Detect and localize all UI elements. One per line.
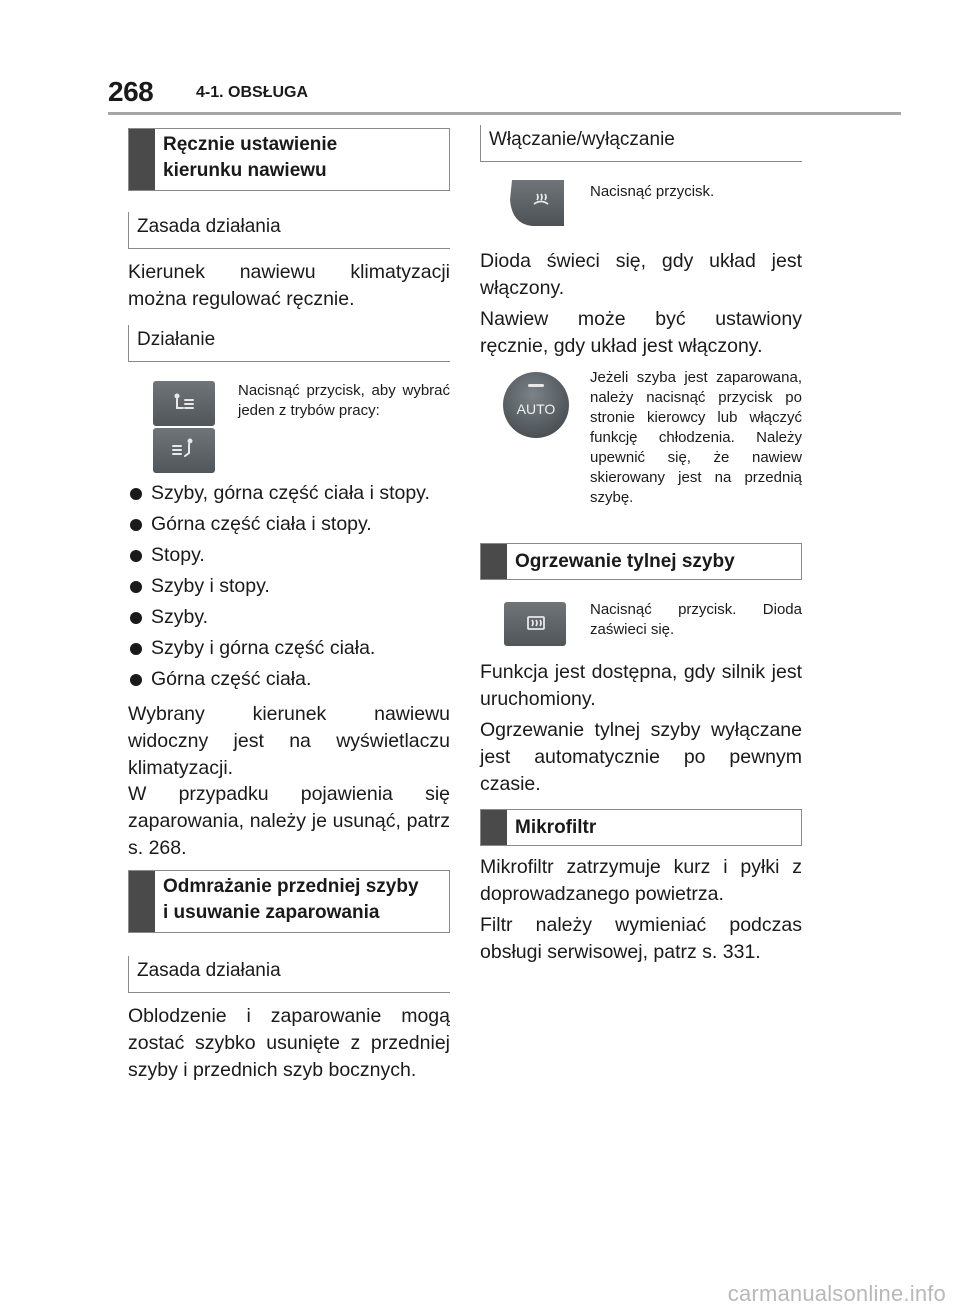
watermark: carmanualsonline.info <box>727 1281 946 1306</box>
list-item: Szyby i stopy. <box>128 571 458 602</box>
paragraph-principle: Kierunek nawiewu klimatyzacji można regulować ręcznie. <box>128 261 450 310</box>
heading-text: Mikrofiltr <box>515 816 597 838</box>
note-press-button: Nacisnąć przycisk. <box>590 183 715 200</box>
auto-label: AUTO <box>516 401 556 417</box>
front-defrost-icon <box>504 180 564 226</box>
airflow-lower-icon <box>153 428 215 473</box>
heading-bar <box>481 810 507 845</box>
section-title: 4-1. OBSŁUGA <box>196 84 309 101</box>
list-item: Górna część ciała. <box>128 664 458 695</box>
list-item: Szyby. <box>128 602 458 633</box>
heading-line-2: kierunku nawiewu <box>163 159 327 181</box>
header-rule <box>108 112 901 115</box>
heading-bar <box>481 544 507 579</box>
paragraph-display: Wybrany kierunek nawiewu widoczny jest na wyświetlaczu klimatyzacji. <box>128 703 450 779</box>
heading-rear-window-heating <box>480 543 802 580</box>
heading-bar <box>129 871 155 932</box>
heading-defrost <box>128 870 450 933</box>
defrost-button-image <box>504 180 564 226</box>
paragraph-fogging: W przypadku pojawienia się zaparowania, należy je usunąć, patrz s. 268. <box>128 783 450 859</box>
list-item: Stopy. <box>128 540 458 571</box>
heading-manual-airflow <box>128 128 450 191</box>
heading-line-1: Odmrażanie przedniej szyby <box>163 875 419 897</box>
bullet-icon <box>130 519 142 531</box>
subheading-principle-2: Zasada działania <box>128 956 450 993</box>
heading-microfilter <box>480 809 802 846</box>
heading-line-2: i usuwanie zaparowania <box>163 901 380 923</box>
subheading-operation: Działanie <box>128 325 450 362</box>
bullet-icon <box>130 612 142 624</box>
paragraph-microfilter: Mikrofiltr zatrzymuje kurz i pyłki z doprowadzanego powietrza. <box>480 856 802 905</box>
heading-line-1: Ręcznie ustawienie <box>163 133 338 155</box>
heading-bar <box>129 129 155 190</box>
airflow-upper-icon <box>153 381 215 426</box>
paragraph-defrost: Oblodzenie i zaparowanie mogą zostać szybko usunięte z przedniej szyby i przednich szyb bocznych. <box>128 1005 450 1081</box>
subheading-principle: Zasada działania <box>128 212 450 249</box>
bullet-icon <box>130 488 142 500</box>
note-rear-heating: Nacisnąć przycisk. Dioda zaświeci się. <box>590 601 802 638</box>
rear-defrost-button-image <box>504 602 566 646</box>
heading-text: Ogrzewanie tylnej szyby <box>515 550 735 572</box>
bullet-icon <box>130 643 142 655</box>
airflow-up-button-image <box>153 381 215 426</box>
note-fogged-window: Jeżeli szyba jest zaparowana, należy nacisnąć przycisk po stronie kierowcy lub włączyć funkcję chłodzenia. Należy upewnić się, że nawiew skierowany jest na przednią szybę. <box>590 369 802 506</box>
paragraph-filter-service: Filtr należy wymieniać podczas obsługi serwisowej, patrz s. 331. <box>480 914 802 963</box>
paragraph-led: Dioda świeci się, gdy układ jest włączony. <box>480 250 802 299</box>
paragraph-manual: Nawiew może być ustawiony ręcznie, gdy układ jest włączony. <box>480 308 802 357</box>
rear-defrost-icon <box>504 602 566 646</box>
paragraph-auto-off: Ogrzewanie tylnej szyby wyłączane jest automatycznie po pewnym czasie. <box>480 719 802 795</box>
bullet-icon <box>130 581 142 593</box>
page-number: 268 <box>108 76 154 107</box>
bullet-icon <box>130 674 142 686</box>
airflow-down-button-image <box>153 428 215 473</box>
auto-button-icon <box>502 371 570 439</box>
paragraph-engine-running: Funkcja jest dostępna, gdy silnik jest uruchomiony. <box>480 661 802 710</box>
bullet-icon <box>130 550 142 562</box>
auto-button-image <box>502 371 570 439</box>
subheading-on-off: Włączanie/wyłączanie <box>480 125 802 162</box>
list-item: Górna część ciała i stopy. <box>128 509 458 540</box>
list-item: Szyby, górna część ciała i stopy. <box>128 478 458 509</box>
note-select-mode: Nacisnąć przycisk, aby wybrać jeden z trybów pracy: <box>238 382 450 419</box>
airflow-mode-list <box>128 478 458 695</box>
list-item: Szyby i górna część ciała. <box>128 633 458 664</box>
